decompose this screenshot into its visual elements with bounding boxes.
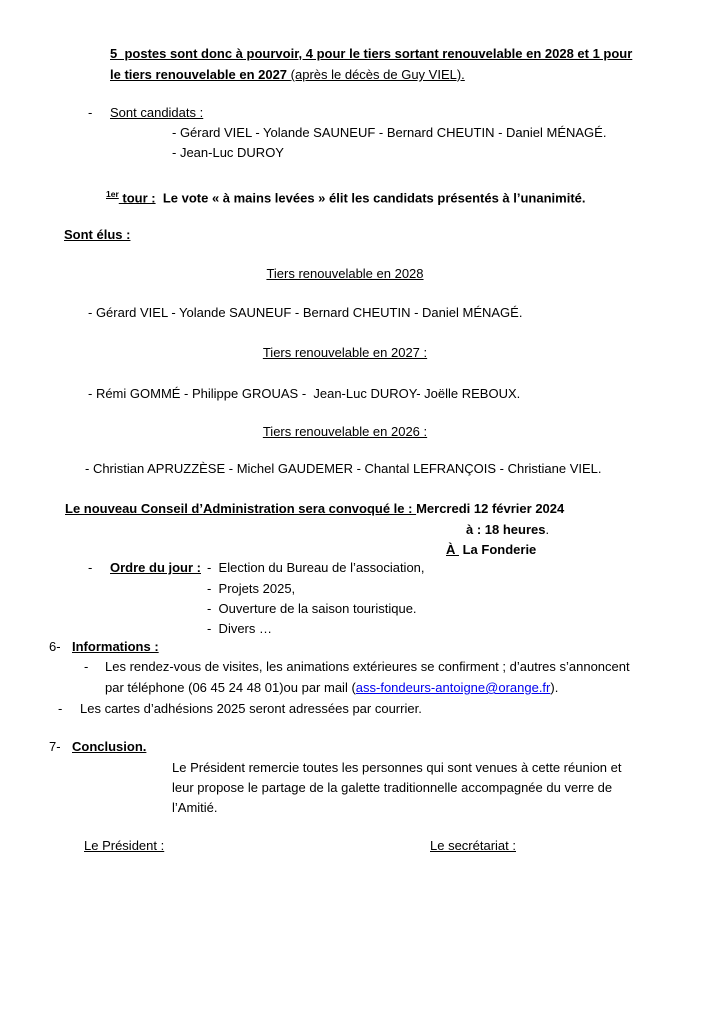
candidates-label: Sont candidats : [110,105,204,120]
tiers-2026-heading: Tiers renouvelable en 2026 : [262,424,428,439]
convocation-place-name: La Fonderie [459,542,537,557]
first-round-text: Le vote « à mains levées » élit les candidats présentés à l’unanimité. [155,190,586,206]
convocation-time-text: à : 18 heures [466,522,546,537]
informations-bullet2-text: Les cartes d’adhésions 2025 seront adressées par courrier. [80,701,422,716]
candidates-dash: - [88,105,93,120]
tiers-2028-heading: Tiers renouvelable en 2028 [266,266,424,281]
tiers-2026-members: - Christian APRUZZÈSE - Michel GAUDEMER - Chantal LEFRANÇOIS - Christiane VIEL. [85,461,602,476]
tiers-2028-members: - Gérard VIEL - Yolande SAUNEUF - Bernard CHEUTIN - Daniel MÉNAGÉ. [88,305,523,320]
informations-number: 6- [49,639,61,654]
signature-president: Le Président : [84,838,165,853]
agenda-item: - Divers … [207,621,272,636]
conclusion-line: leur propose le partage de la galette traditionnelle accompagnée du verre de [172,780,613,795]
convocation-place [446,540,536,560]
intro-line-2-note: (après le décès de Guy VIEL). [290,67,465,82]
informations-bullet1-line2 [105,678,558,698]
intro-line-2-bold: le tiers renouvelable en 2027 [110,67,291,82]
intro-line-1: 5 postes sont donc à pourvoir, 4 pour le tiers sortant renouvelable en 2028 et 1 pour [110,46,633,61]
convocation-time-period: . [545,522,550,537]
convocation-lead: Le nouveau Conseil d’Administration sera convoqué le : [65,501,417,516]
candidate-line: - Jean-Luc DUROY [172,145,284,160]
convocation-line [65,499,564,519]
informations-bullet1-dash: - [84,659,89,674]
agenda-label: Ordre du jour : [110,560,201,575]
informations-label: Informations : [72,639,159,654]
convocation-time [466,520,549,540]
agenda-item: - Projets 2025, [207,581,296,596]
conclusion-line: Le Président remercie toutes les personnes qui sont venues à cette réunion et [172,760,622,775]
convocation-date: Mercredi 12 février 2024 [416,501,565,516]
conclusion-line: l’Amitié. [172,800,218,815]
candidate-line: - Gérard VIEL - Yolande SAUNEUF - Bernard CHEUTIN - Daniel MÉNAGÉ. [172,125,607,140]
agenda-item: - Ouverture de la saison touristique. [207,601,417,616]
agenda-dash: - [88,560,93,575]
signature-secretariat: Le secrétariat : [430,838,516,853]
first-round-ordinal: 1er [106,189,119,199]
intro-line-2 [110,65,465,85]
conclusion-number: 7- [49,739,61,754]
agenda-item: - Election du Bureau de l’association, [207,560,425,575]
informations-bullet1-line2-prefix: par téléphone (06 45 24 48 01)ou par mail ( [105,680,356,695]
conclusion-label: Conclusion. [72,739,147,754]
first-round-line [106,184,586,208]
informations-bullet1-line1: Les rendez-vous de visites, les animations extérieures se confirment ; d’autres s’annoncent [105,659,630,674]
tiers-2027-heading: Tiers renouvelable en 2027 : [262,345,428,360]
email-link[interactable]: ass-fondeurs-antoigne@orange.fr [355,680,551,695]
tiers-2027-members: - Rémi GOMMÉ - Philippe GROUAS - Jean-Luc DUROY- Joëlle REBOUX. [88,386,521,401]
convocation-place-initial: À [446,542,459,557]
informations-bullet2-dash: - [58,701,63,716]
informations-bullet1-line2-suffix: ). [550,680,559,695]
elected-heading: Sont élus : [64,227,131,242]
first-round-label: tour : [118,190,156,206]
